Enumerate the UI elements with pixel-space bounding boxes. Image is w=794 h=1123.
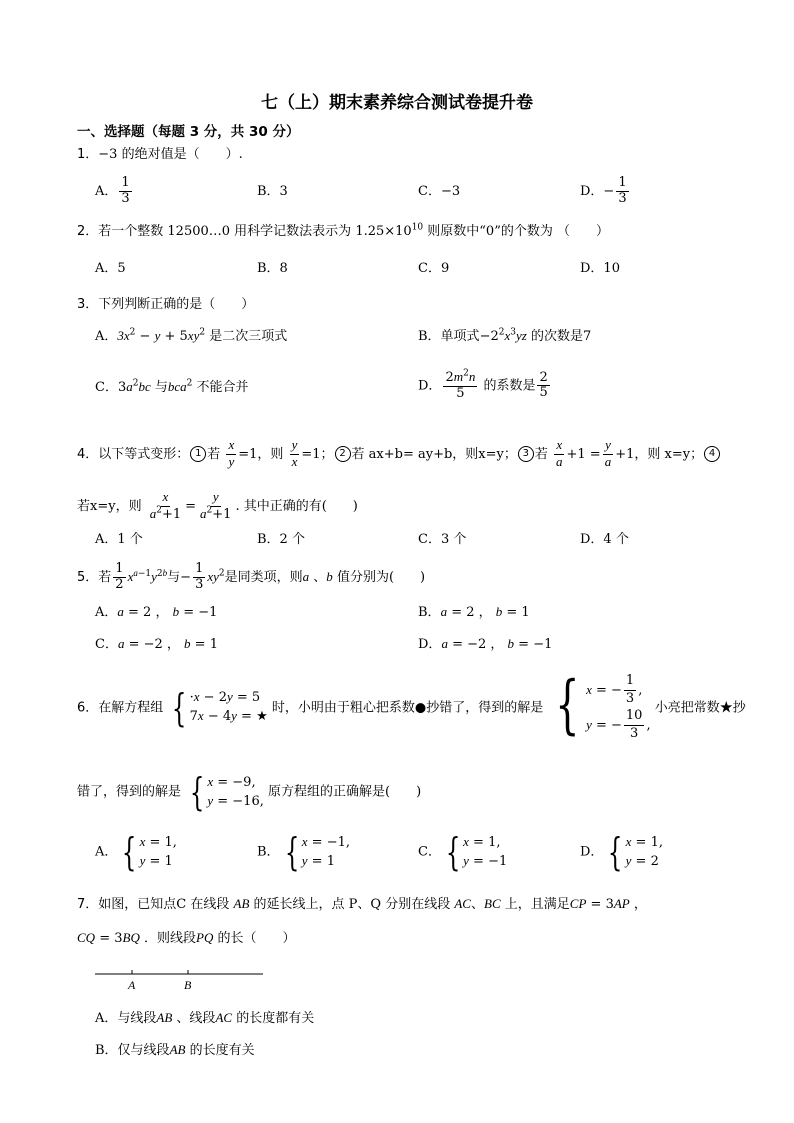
- q6-option-d: D． { x = 1, y = 2: [580, 830, 663, 874]
- q2-option-d: D．10: [580, 261, 620, 276]
- point-b-label: B: [184, 978, 192, 992]
- q4-option-a: A．1 个: [95, 532, 143, 547]
- q1-option-c: C．−3: [418, 184, 461, 199]
- q5-option-c: C．a = −2 ， b = 1: [95, 636, 218, 652]
- point-a-label: A: [128, 978, 136, 992]
- q5-option-a: A．a = 2 ， b = −1: [95, 604, 218, 620]
- question-6: 6．在解方程组 { ·x − 2y = 5 7x − 4y = ★ 时，小明由于粗心把系数●抄错了，得到的解是 { x = − $\frac{1}{3}$ , y = − $\frac{10}{3}$ , 小亮把常数★抄: [77, 668, 746, 742]
- q6-option-a: A． { x = 1, y = 1: [95, 830, 177, 874]
- question-4: 4．以下等式变形： 1 若 $\frac{x}{y}$ =1，则 $\frac{y}{x}$ =1； 2 若 ax+b= ay+b，则x=y； 3 若 $\frac{x}{a}$ +1 = $\frac{y}{a}$ +1，则 x=y； 4: [77, 438, 721, 471]
- q2-option-c: C．9: [418, 261, 450, 276]
- question-7: 7．如图，已知点C 在线段 AB 的延长线上，点 P、Q 分别在线段 AC、BC 上，且满足CP = 3AP ，: [77, 896, 647, 912]
- question-4-line2: 若x=y，则 $\frac{x}{a^2+1}$ = $\frac{y}{a^2+1}$ . 其中正确的有( ): [77, 489, 358, 522]
- q4-option-b: B．2 个: [257, 532, 305, 547]
- q6-option-b: B． { x = −1, y = 1: [257, 830, 350, 874]
- question-2: 2．若一个整数 12500…0 用科学记数法表示为 $1.25\times 10^{10}$ 则原数中“0”的个数为 （ ）: [77, 222, 609, 239]
- page-title: 七（上）期末素养综合测试卷提升卷: [261, 93, 533, 113]
- q3-option-b: B．单项式$-2^2x^3yz$ 的次数是7: [418, 327, 592, 344]
- q7-option-a: A．与线段AB 、线段AC 的长度都有关: [95, 1010, 315, 1026]
- question-6-line2: 错了，得到的解是 { x = −9, y = −16, 原方程组的正确解是( ): [77, 770, 422, 814]
- question-7-line2: CQ = 3BQ ．则线段PQ 的长（ ）: [77, 930, 296, 946]
- question-5: 5．若 $\frac{1}{2}$ $x^{a-1}y^{2b}$与− $\frac{1}{3}$ $xy^2$是同类项，则a 、b 值分别为( ): [77, 561, 426, 592]
- line-segment-figure: [95, 970, 270, 994]
- q3-option-c: C．$3a^2bc$ 与bca$^2$ 不能合并: [95, 378, 249, 395]
- q3-option-a: A．$3x^2 - y + 5xy^2$ 是二次三项式: [95, 327, 288, 344]
- q1-option-b: B．3: [257, 184, 288, 199]
- section-heading: 一、选择题（每题 3 分，共 30 分）: [77, 124, 300, 140]
- q7-option-b: B．仅与线段AB 的长度有关: [95, 1042, 255, 1058]
- q2-option-a: A．5: [95, 261, 126, 276]
- q1-option-a: A． $\frac{1}{3}$: [95, 175, 130, 206]
- q2-option-b: B．8: [257, 261, 288, 276]
- q5-option-d: D．a = −2 ， b = −1: [418, 636, 553, 652]
- question-1: 1．−3 的绝对值是（ ）.: [77, 147, 243, 162]
- q4-option-d: D．4 个: [580, 532, 629, 547]
- question-3: 3．下列判断正确的是（ ）: [77, 297, 255, 312]
- q4-option-c: C．3 个: [418, 532, 467, 547]
- q6-option-c: C． { x = 1, y = −1: [418, 830, 508, 874]
- q3-option-d: D． $\frac{2m^2n}{5}$ 的系数是 $\frac{2}{5}$: [418, 368, 548, 401]
- q1-option-d: D．− $\frac{1}{3}$: [580, 175, 627, 206]
- q5-option-b: B．a = 2 ， b = 1: [418, 604, 530, 620]
